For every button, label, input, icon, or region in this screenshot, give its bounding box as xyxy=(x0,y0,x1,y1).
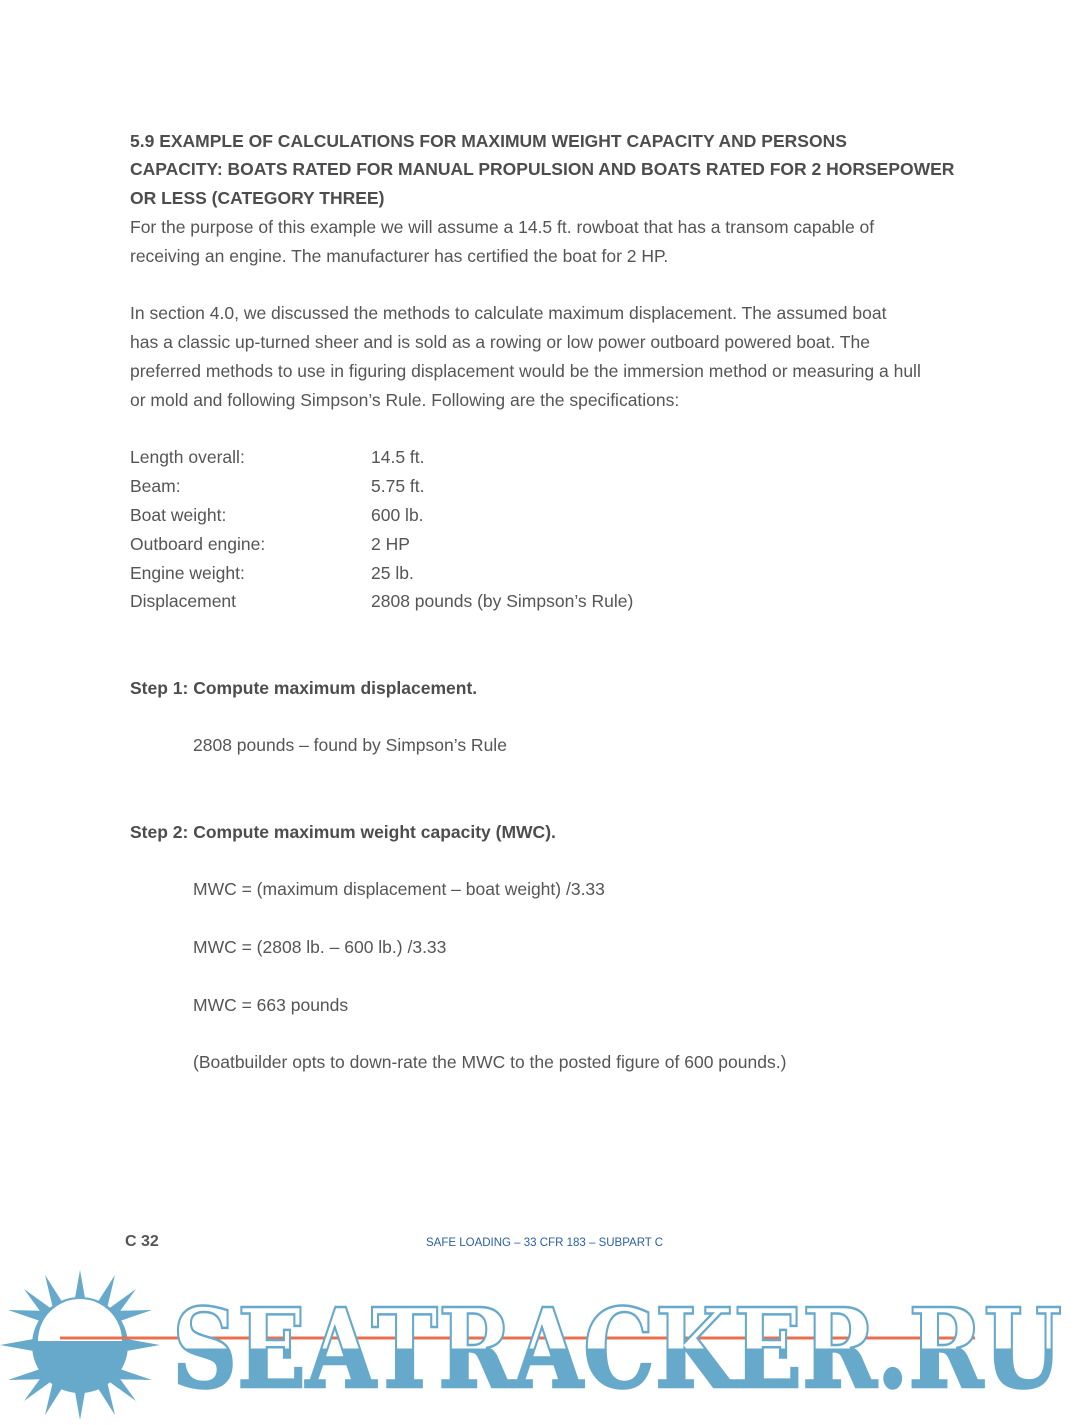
section-heading-line-1: 5.9 EXAMPLE OF CALCULATIONS FOR MAXIMUM WEIGHT CAPACITY AND PERSONS xyxy=(130,131,847,151)
spec-row xyxy=(130,443,425,472)
paragraph-line: or mold and following Simpson’s Rule. Following are the specifications: xyxy=(130,390,680,410)
watermark-text: SEATRACKER.RU xyxy=(172,1284,1062,1413)
step-2-line: MWC = (maximum displacement – boat weight) /3.33 xyxy=(193,879,605,899)
page-number: C 32 xyxy=(125,1233,159,1250)
spec-value: 600 lb. xyxy=(371,505,424,525)
paragraph-line: has a classic up-turned sheer and is sold as a rowing or low power outboard powered boat. The xyxy=(130,332,870,352)
spec-row xyxy=(130,501,424,530)
step-2-title: Step 2: Compute maximum weight capacity (MWC). xyxy=(130,822,556,842)
spec-label: Engine weight: xyxy=(130,563,245,583)
spec-row xyxy=(130,559,414,588)
spec-label: Beam: xyxy=(130,476,181,496)
spec-value: 2808 pounds (by Simpson’s Rule) xyxy=(371,591,634,611)
spec-label: Outboard engine: xyxy=(130,534,266,554)
spec-value: 25 lb. xyxy=(371,563,414,583)
intro-line: receiving an engine. The manufacturer has certified the boat for 2 HP. xyxy=(130,246,669,266)
footer-title: SAFE LOADING – 33 CFR 183 – SUBPART C xyxy=(426,1237,664,1249)
step-2-line: MWC = (2808 lb. – 600 lb.) /3.33 xyxy=(193,937,447,957)
paragraph-line: preferred methods to use in figuring displacement would be the immersion method or measuring a hull xyxy=(130,361,921,381)
intro-line: For the purpose of this example we will assume a 14.5 ft. rowboat that has a transom capable of xyxy=(130,217,875,237)
step-2-line: (Boatbuilder opts to down-rate the MWC to the posted figure of 600 pounds.) xyxy=(193,1052,787,1072)
spec-label: Length overall: xyxy=(130,447,245,467)
step-2-line: MWC = 663 pounds xyxy=(193,995,349,1015)
spec-value: 14.5 ft. xyxy=(371,447,425,467)
step-1-line: 2808 pounds – found by Simpson’s Rule xyxy=(193,735,507,755)
spec-value: 5.75 ft. xyxy=(371,476,425,496)
sun-logo-icon xyxy=(0,1270,160,1420)
spec-value: 2 HP xyxy=(371,534,410,554)
spec-row xyxy=(130,472,425,501)
section-heading-line-3: OR LESS (CATEGORY THREE) xyxy=(130,188,385,208)
spec-label: Boat weight: xyxy=(130,505,227,525)
paragraph-line: In section 4.0, we discussed the methods to calculate maximum displacement. The assumed boat xyxy=(130,303,887,323)
seatracker-watermark xyxy=(0,1265,1080,1425)
spec-label: Displacement xyxy=(130,591,237,611)
spec-row xyxy=(130,587,634,616)
spec-row xyxy=(130,530,410,559)
step-1-title: Step 1: Compute maximum displacement. xyxy=(130,678,478,698)
section-heading-line-2: CAPACITY: BOATS RATED FOR MANUAL PROPULSION AND BOATS RATED FOR 2 HORSEPOWER xyxy=(130,159,955,179)
